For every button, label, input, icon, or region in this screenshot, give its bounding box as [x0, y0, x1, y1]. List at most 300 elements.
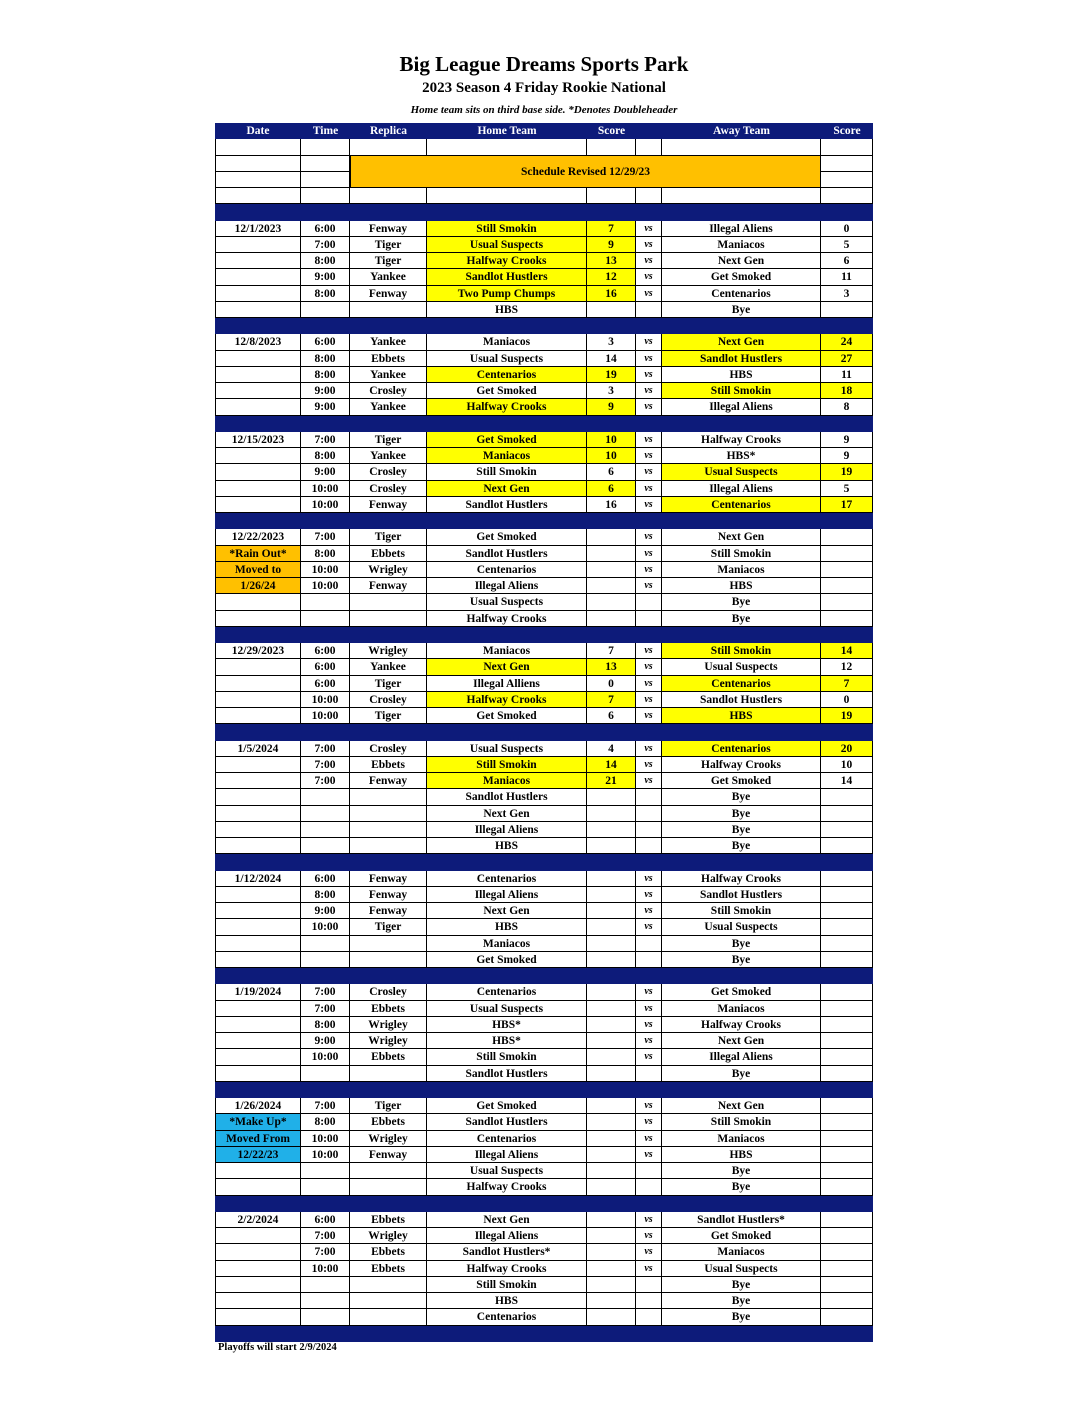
- week-separator: [215, 724, 873, 740]
- home-team-cell: Halfway Crooks: [427, 1261, 587, 1277]
- column-header: Score: [587, 123, 636, 139]
- week-separator: [215, 513, 873, 529]
- home-team-cell: Get Smoked: [427, 1098, 587, 1114]
- away-team-cell: Get Smoked: [662, 1228, 821, 1244]
- replica-cell: Yankee: [350, 367, 427, 383]
- vs-cell: vs: [636, 984, 662, 1000]
- date-cell: [215, 838, 301, 854]
- replica-cell: Wrigley: [350, 643, 427, 659]
- blank-cell: [350, 139, 427, 155]
- date-cell: [215, 887, 301, 903]
- home-score-cell: [587, 887, 636, 903]
- vs-cell: vs: [636, 334, 662, 350]
- blank-cell: [215, 156, 301, 172]
- date-cell: [215, 1261, 301, 1277]
- home-score-cell: 7: [587, 692, 636, 708]
- home-team-cell: Sandlot Hustlers: [427, 1114, 587, 1130]
- home-score-cell: 9: [587, 399, 636, 415]
- away-score-cell: [821, 1114, 873, 1130]
- date-cell: [215, 1179, 301, 1195]
- away-team-cell: Bye: [662, 1066, 821, 1082]
- away-score-cell: [821, 789, 873, 805]
- home-score-cell: [587, 1017, 636, 1033]
- away-team-cell: Still Smokin: [662, 1114, 821, 1130]
- date-cell: [215, 286, 301, 302]
- date-cell: 1/26/2024: [215, 1098, 301, 1114]
- away-score-cell: [821, 1001, 873, 1017]
- time-cell: 6:00: [301, 676, 350, 692]
- away-team-cell: Get Smoked: [662, 269, 821, 285]
- home-team-cell: Next Gen: [427, 806, 587, 822]
- vs-cell: vs: [636, 708, 662, 724]
- home-team-cell: Usual Suspects: [427, 741, 587, 757]
- replica-cell: [350, 936, 427, 952]
- replica-cell: Fenway: [350, 887, 427, 903]
- date-cell: [215, 1001, 301, 1017]
- away-team-cell: Next Gen: [662, 529, 821, 545]
- away-score-cell: 10: [821, 757, 873, 773]
- vs-cell: vs: [636, 481, 662, 497]
- page-subtitle: 2023 Season 4 Friday Rookie National: [422, 80, 666, 96]
- home-team-cell: Sandlot Hustlers: [427, 789, 587, 805]
- vs-cell: vs: [636, 643, 662, 659]
- replica-cell: [350, 1293, 427, 1309]
- blank-cell: [350, 188, 427, 204]
- away-team-cell: Maniacos: [662, 237, 821, 253]
- time-cell: 10:00: [301, 692, 350, 708]
- time-cell: [301, 952, 350, 968]
- home-score-cell: [587, 594, 636, 610]
- home-team-cell: Still Smokin: [427, 221, 587, 237]
- away-score-cell: [821, 546, 873, 562]
- home-score-cell: [587, 1131, 636, 1147]
- date-cell: [215, 237, 301, 253]
- vs-cell: vs: [636, 1001, 662, 1017]
- away-score-cell: 0: [821, 692, 873, 708]
- away-team-cell: Bye: [662, 806, 821, 822]
- replica-cell: [350, 1066, 427, 1082]
- away-score-cell: [821, 887, 873, 903]
- replica-cell: Crosley: [350, 984, 427, 1000]
- away-team-cell: Maniacos: [662, 1001, 821, 1017]
- away-score-cell: 5: [821, 481, 873, 497]
- date-cell: [215, 1293, 301, 1309]
- schedule-table: [215, 123, 873, 1339]
- date-cell: 12/8/2023: [215, 334, 301, 350]
- time-cell: [301, 1293, 350, 1309]
- home-score-cell: 0: [587, 676, 636, 692]
- home-score-cell: [587, 1001, 636, 1017]
- date-cell: *Make Up*: [215, 1114, 301, 1130]
- home-team-cell: Still Smokin: [427, 1049, 587, 1065]
- date-cell: [215, 1017, 301, 1033]
- time-cell: 9:00: [301, 1033, 350, 1049]
- home-team-cell: Get Smoked: [427, 432, 587, 448]
- date-cell: 12/15/2023: [215, 432, 301, 448]
- away-team-cell: Bye: [662, 1293, 821, 1309]
- home-score-cell: 13: [587, 659, 636, 675]
- away-team-cell: Halfway Crooks: [662, 871, 821, 887]
- date-cell: [215, 1228, 301, 1244]
- replica-cell: Crosley: [350, 464, 427, 480]
- home-score-cell: 9: [587, 237, 636, 253]
- replica-cell: Fenway: [350, 497, 427, 513]
- replica-cell: Tiger: [350, 237, 427, 253]
- date-cell: [215, 1049, 301, 1065]
- away-score-cell: [821, 822, 873, 838]
- replica-cell: Wrigley: [350, 1017, 427, 1033]
- away-team-cell: Bye: [662, 1309, 821, 1325]
- home-score-cell: 13: [587, 253, 636, 269]
- time-cell: [301, 806, 350, 822]
- away-team-cell: Bye: [662, 1179, 821, 1195]
- away-score-cell: [821, 919, 873, 935]
- date-cell: 1/19/2024: [215, 984, 301, 1000]
- date-cell: [215, 936, 301, 952]
- away-score-cell: [821, 1131, 873, 1147]
- home-score-cell: [587, 984, 636, 1000]
- home-team-cell: Centenarios: [427, 562, 587, 578]
- away-score-cell: [821, 1049, 873, 1065]
- replica-cell: Ebbets: [350, 1114, 427, 1130]
- replica-cell: Ebbets: [350, 546, 427, 562]
- home-score-cell: [587, 1244, 636, 1260]
- replica-cell: [350, 1277, 427, 1293]
- away-team-cell: Get Smoked: [662, 984, 821, 1000]
- vs-cell: vs: [636, 1098, 662, 1114]
- away-team-cell: Centenarios: [662, 676, 821, 692]
- away-team-cell: Next Gen: [662, 1098, 821, 1114]
- away-score-cell: 5: [821, 237, 873, 253]
- vs-cell: vs: [636, 1228, 662, 1244]
- date-cell: [215, 448, 301, 464]
- week-separator: [215, 1326, 873, 1342]
- vs-cell: vs: [636, 659, 662, 675]
- playoffs-note: Playoffs will start 2/9/2024: [218, 1342, 337, 1353]
- home-score-cell: [587, 1098, 636, 1114]
- blank-cell: [215, 139, 301, 155]
- blank-cell: [821, 139, 873, 155]
- replica-cell: Ebbets: [350, 757, 427, 773]
- replica-cell: Tiger: [350, 919, 427, 935]
- away-score-cell: [821, 838, 873, 854]
- schedule-revised-banner: Schedule Revised 12/29/23: [350, 156, 821, 189]
- away-team-cell: Get Smoked: [662, 773, 821, 789]
- away-score-cell: 17: [821, 497, 873, 513]
- time-cell: 7:00: [301, 1001, 350, 1017]
- home-team-cell: Get Smoked: [427, 383, 587, 399]
- away-team-cell: Illegal Aliens: [662, 221, 821, 237]
- home-team-cell: Still Smokin: [427, 464, 587, 480]
- home-score-cell: [587, 1114, 636, 1130]
- away-score-cell: [821, 578, 873, 594]
- away-team-cell: Illegal Aliens: [662, 1049, 821, 1065]
- away-team-cell: Next Gen: [662, 334, 821, 350]
- away-team-cell: Still Smokin: [662, 903, 821, 919]
- away-team-cell: Bye: [662, 1163, 821, 1179]
- away-team-cell: Bye: [662, 838, 821, 854]
- time-cell: 8:00: [301, 367, 350, 383]
- away-score-cell: [821, 1309, 873, 1325]
- away-score-cell: 11: [821, 269, 873, 285]
- column-header: Date: [215, 123, 301, 139]
- away-score-cell: [821, 1261, 873, 1277]
- week-separator: [215, 854, 873, 870]
- date-cell: [215, 464, 301, 480]
- home-score-cell: 16: [587, 497, 636, 513]
- home-score-cell: [587, 302, 636, 318]
- away-score-cell: [821, 952, 873, 968]
- time-cell: 8:00: [301, 887, 350, 903]
- home-score-cell: [587, 1179, 636, 1195]
- replica-cell: Ebbets: [350, 1261, 427, 1277]
- date-cell: 12/1/2023: [215, 221, 301, 237]
- replica-cell: Yankee: [350, 269, 427, 285]
- vs-cell: [636, 936, 662, 952]
- home-team-cell: Maniacos: [427, 643, 587, 659]
- vs-cell: vs: [636, 887, 662, 903]
- date-cell: [215, 481, 301, 497]
- replica-cell: Fenway: [350, 903, 427, 919]
- column-header: Replica: [350, 123, 427, 139]
- home-score-cell: [587, 789, 636, 805]
- time-cell: 7:00: [301, 773, 350, 789]
- home-team-cell: Centenarios: [427, 1309, 587, 1325]
- replica-cell: [350, 1309, 427, 1325]
- replica-cell: Tiger: [350, 432, 427, 448]
- time-cell: 7:00: [301, 757, 350, 773]
- week-separator: [215, 1082, 873, 1098]
- away-score-cell: [821, 302, 873, 318]
- time-cell: 6:00: [301, 643, 350, 659]
- week-separator: [215, 627, 873, 643]
- home-team-cell: Usual Suspects: [427, 351, 587, 367]
- home-team-cell: Sandlot Hustlers: [427, 1066, 587, 1082]
- time-cell: 8:00: [301, 1017, 350, 1033]
- vs-cell: vs: [636, 1049, 662, 1065]
- away-team-cell: Sandlot Hustlers: [662, 887, 821, 903]
- vs-cell: vs: [636, 351, 662, 367]
- blank-cell: [301, 188, 350, 204]
- vs-cell: vs: [636, 1244, 662, 1260]
- away-team-cell: Still Smokin: [662, 643, 821, 659]
- date-cell: 2/2/2024: [215, 1212, 301, 1228]
- home-score-cell: [587, 1309, 636, 1325]
- blank-cell: [427, 188, 587, 204]
- time-cell: 10:00: [301, 1261, 350, 1277]
- away-score-cell: 9: [821, 448, 873, 464]
- date-cell: [215, 497, 301, 513]
- date-cell: [215, 383, 301, 399]
- vs-cell: vs: [636, 253, 662, 269]
- date-cell: [215, 903, 301, 919]
- away-team-cell: Bye: [662, 1277, 821, 1293]
- time-cell: 6:00: [301, 334, 350, 350]
- home-score-cell: [587, 1033, 636, 1049]
- replica-cell: [350, 789, 427, 805]
- time-cell: 10:00: [301, 1131, 350, 1147]
- home-score-cell: [587, 838, 636, 854]
- away-score-cell: 14: [821, 643, 873, 659]
- away-team-cell: HBS: [662, 1147, 821, 1163]
- home-team-cell: Still Smokin: [427, 757, 587, 773]
- home-team-cell: Get Smoked: [427, 529, 587, 545]
- date-cell: [215, 659, 301, 675]
- replica-cell: Ebbets: [350, 351, 427, 367]
- away-score-cell: [821, 1277, 873, 1293]
- blank-cell: [587, 188, 636, 204]
- home-team-cell: HBS*: [427, 1033, 587, 1049]
- time-cell: [301, 1163, 350, 1179]
- time-cell: 7:00: [301, 741, 350, 757]
- date-cell: 1/12/2024: [215, 871, 301, 887]
- week-separator: [215, 204, 873, 220]
- away-team-cell: Bye: [662, 594, 821, 610]
- date-cell: [215, 692, 301, 708]
- time-cell: 6:00: [301, 659, 350, 675]
- date-cell: 12/29/2023: [215, 643, 301, 659]
- time-cell: 9:00: [301, 464, 350, 480]
- home-team-cell: Illegal Aliens: [427, 578, 587, 594]
- time-cell: 7:00: [301, 529, 350, 545]
- away-team-cell: Bye: [662, 952, 821, 968]
- week-separator: [215, 416, 873, 432]
- home-team-cell: Maniacos: [427, 936, 587, 952]
- date-cell: [215, 708, 301, 724]
- away-score-cell: 24: [821, 334, 873, 350]
- replica-cell: Fenway: [350, 578, 427, 594]
- date-cell: [215, 1163, 301, 1179]
- vs-cell: [636, 302, 662, 318]
- away-score-cell: [821, 1147, 873, 1163]
- column-header: Time: [301, 123, 350, 139]
- vs-cell: vs: [636, 1017, 662, 1033]
- away-score-cell: 19: [821, 464, 873, 480]
- away-team-cell: Maniacos: [662, 562, 821, 578]
- blank-cell: [821, 188, 873, 204]
- home-team-cell: Illegal Alliens: [427, 676, 587, 692]
- blank-cell: [215, 172, 301, 188]
- time-cell: 9:00: [301, 399, 350, 415]
- date-cell: [215, 757, 301, 773]
- home-team-cell: Illegal Aliens: [427, 822, 587, 838]
- home-team-cell: Sandlot Hustlers: [427, 497, 587, 513]
- replica-cell: Ebbets: [350, 1049, 427, 1065]
- home-team-cell: Centenarios: [427, 984, 587, 1000]
- vs-cell: vs: [636, 757, 662, 773]
- away-score-cell: 6: [821, 253, 873, 269]
- home-score-cell: [587, 1066, 636, 1082]
- date-cell: [215, 1066, 301, 1082]
- date-cell: [215, 1277, 301, 1293]
- home-score-cell: [587, 546, 636, 562]
- time-cell: [301, 822, 350, 838]
- replica-cell: Crosley: [350, 383, 427, 399]
- time-cell: 8:00: [301, 1114, 350, 1130]
- home-team-cell: Usual Suspects: [427, 1001, 587, 1017]
- home-score-cell: [587, 1212, 636, 1228]
- time-cell: 6:00: [301, 871, 350, 887]
- time-cell: 10:00: [301, 562, 350, 578]
- date-cell: [215, 611, 301, 627]
- replica-cell: [350, 952, 427, 968]
- away-score-cell: [821, 562, 873, 578]
- replica-cell: Fenway: [350, 1147, 427, 1163]
- home-score-cell: [587, 1147, 636, 1163]
- replica-cell: Tiger: [350, 676, 427, 692]
- replica-cell: [350, 1163, 427, 1179]
- blank-cell: [821, 156, 873, 172]
- date-cell: [215, 399, 301, 415]
- away-team-cell: Halfway Crooks: [662, 757, 821, 773]
- vs-cell: [636, 1309, 662, 1325]
- away-team-cell: Usual Suspects: [662, 464, 821, 480]
- away-score-cell: [821, 1033, 873, 1049]
- time-cell: 8:00: [301, 546, 350, 562]
- vs-cell: vs: [636, 871, 662, 887]
- home-score-cell: [587, 903, 636, 919]
- page-title: Big League Dreams Sports Park: [399, 52, 689, 76]
- away-team-cell: Next Gen: [662, 1033, 821, 1049]
- home-team-cell: Usual Suspects: [427, 594, 587, 610]
- time-cell: [301, 302, 350, 318]
- time-cell: 7:00: [301, 1098, 350, 1114]
- time-cell: 7:00: [301, 984, 350, 1000]
- home-team-cell: Two Pump Chumps: [427, 286, 587, 302]
- home-team-cell: Next Gen: [427, 481, 587, 497]
- home-score-cell: 16: [587, 286, 636, 302]
- vs-cell: vs: [636, 497, 662, 513]
- vs-cell: vs: [636, 676, 662, 692]
- replica-cell: Yankee: [350, 659, 427, 675]
- vs-cell: vs: [636, 741, 662, 757]
- date-cell: [215, 351, 301, 367]
- date-cell: [215, 253, 301, 269]
- away-score-cell: 8: [821, 399, 873, 415]
- column-header: Home Team: [427, 123, 587, 139]
- away-team-cell: HBS: [662, 367, 821, 383]
- replica-cell: Crosley: [350, 692, 427, 708]
- time-cell: [301, 1277, 350, 1293]
- vs-cell: vs: [636, 578, 662, 594]
- blank-cell: [587, 139, 636, 155]
- time-cell: 9:00: [301, 383, 350, 399]
- away-team-cell: Sandlot Hustlers: [662, 351, 821, 367]
- date-cell: 12/22/23: [215, 1147, 301, 1163]
- time-cell: [301, 1066, 350, 1082]
- replica-cell: Fenway: [350, 871, 427, 887]
- away-team-cell: Maniacos: [662, 1131, 821, 1147]
- date-cell: [215, 1309, 301, 1325]
- time-cell: 8:00: [301, 253, 350, 269]
- week-separator: [215, 318, 873, 334]
- home-score-cell: 19: [587, 367, 636, 383]
- away-score-cell: [821, 936, 873, 952]
- home-team-cell: Centenarios: [427, 367, 587, 383]
- time-cell: 6:00: [301, 221, 350, 237]
- away-score-cell: 7: [821, 676, 873, 692]
- home-score-cell: [587, 806, 636, 822]
- away-score-cell: [821, 871, 873, 887]
- vs-cell: vs: [636, 692, 662, 708]
- replica-cell: [350, 822, 427, 838]
- away-team-cell: Centenarios: [662, 286, 821, 302]
- away-score-cell: [821, 806, 873, 822]
- away-team-cell: HBS*: [662, 448, 821, 464]
- replica-cell: Ebbets: [350, 1244, 427, 1260]
- vs-cell: vs: [636, 1114, 662, 1130]
- vs-cell: vs: [636, 448, 662, 464]
